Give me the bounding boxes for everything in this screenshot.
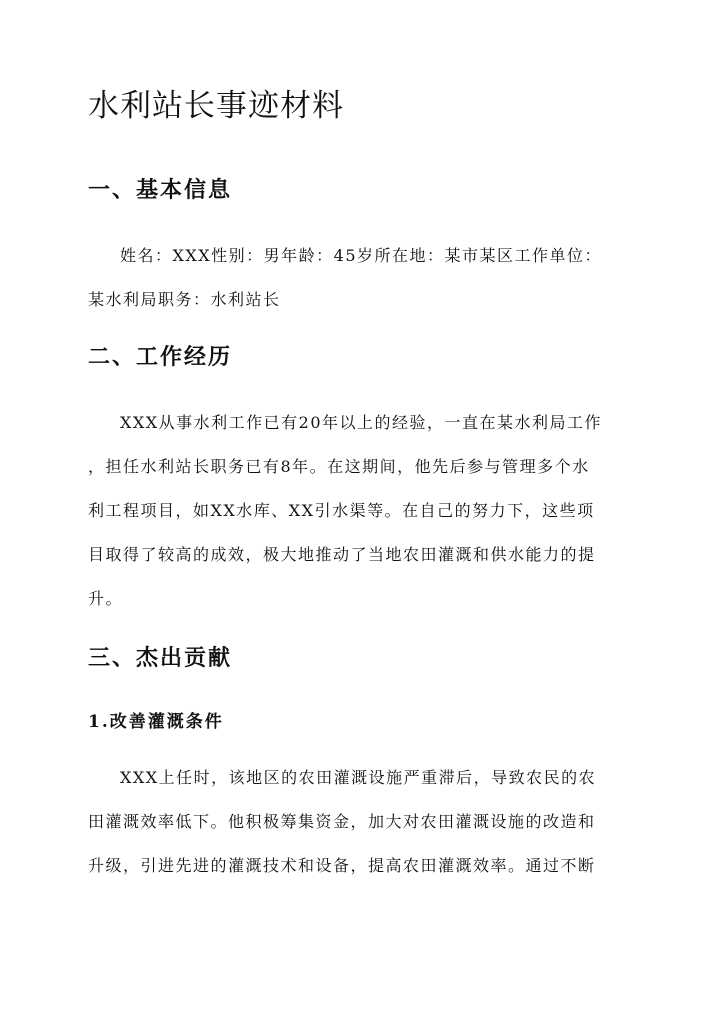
paragraph-line: ，担任水利站长职务已有8年。在这期间，他先后参与管理多个水 xyxy=(88,457,590,476)
paragraph-line: 利工程项目，如XX水库、XX引水渠等。在自己的努力下，这些项 xyxy=(88,501,595,520)
paragraph-line: XXX从事水利工作已有20年以上的经验，一直在某水利局工作 xyxy=(120,413,603,432)
paragraph-line: 目取得了较高的成效，极大地推动了当地农田灌溉和供水能力的提 xyxy=(88,545,596,564)
paragraph-line: 某水利局职务：水利站长 xyxy=(88,290,281,309)
paragraph-line: 升级，引进先进的灌溉技术和设备，提高农田灌溉效率。通过不断 xyxy=(88,856,596,875)
paragraph-line: XXX上任时，该地区的农田灌溉设施严重滞后，导致农民的农 xyxy=(120,768,597,787)
paragraph-line: 田灌溉效率低下。他积极筹集资金，加大对农田灌溉设施的改造和 xyxy=(88,812,596,831)
section-heading-basic-info: 一、基本信息 xyxy=(88,177,233,203)
section-heading-work-experience: 二、工作经历 xyxy=(88,344,233,370)
paragraph-line: 姓名：XXX性别：男年龄：45岁所在地：某市某区工作单位： xyxy=(120,246,603,265)
paragraph-line: 升。 xyxy=(88,589,124,608)
subheading-improve-irrigation: 1.改善灌溉条件 xyxy=(88,712,224,732)
document-title: 水利站长事迹材料 xyxy=(88,88,344,124)
section-heading-contributions: 三、杰出贡献 xyxy=(88,645,233,671)
